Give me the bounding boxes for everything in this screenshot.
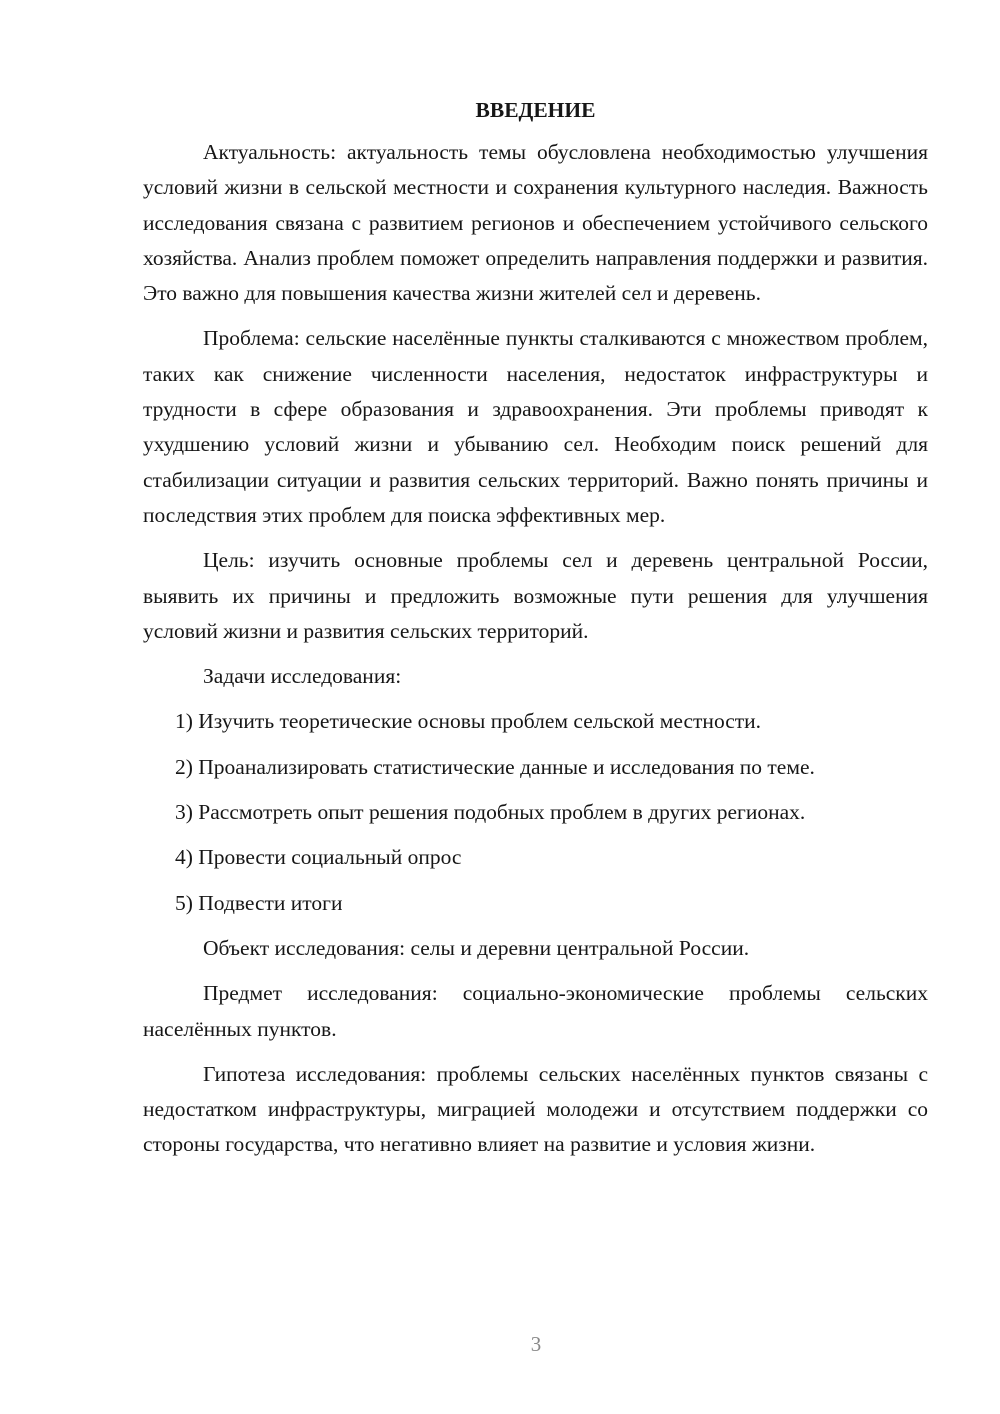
page-number: 3 bbox=[530, 1332, 542, 1356]
task-item: 2) Проанализировать статистические данные и исследования по теме. bbox=[175, 754, 815, 779]
task-item: 5) Подвести итоги bbox=[175, 890, 343, 915]
document-page bbox=[143, 95, 928, 1173]
goal-paragraph: Цель: изучить основные проблемы сел и деревень центральной России, выявить их причины и предложить возможные пути решения для улучшения условий жизни и развития сельских территорий. bbox=[143, 548, 928, 643]
task-item: 1) Изучить теоретические основы проблем сельской местности. bbox=[175, 709, 762, 734]
tasks-heading: Задачи исследования: bbox=[203, 664, 402, 689]
problem-paragraph: Проблема: сельские населённые пункты сталкиваются с множеством проблем, таких как снижение численности населения, недостаток инфраструктуры и трудности в сфере образования и здравоохранения. Эти проблемы приводят к ухудшению условий жизни и убыванию сел. Необходим поиск решений для стабилизации ситуации и развития сельских территорий. Важно понять причины и последствия этих проблем для поиска эффективных мер. bbox=[143, 326, 928, 527]
subject-paragraph: Предмет исследования: социально-экономические проблемы сельских населённых пунктов. bbox=[143, 981, 928, 1041]
relevance-paragraph: Актуальность: актуальность темы обусловлена необходимостью улучшения условий жизни в сельской местности и сохранения культурного наследия. Важность исследования связана с развитием регионов и обеспечением устойчивого сельского хозяйства. Анализ проблем поможет определить направления поддержки и развития. Это важно для повышения качества жизни жителей сел и деревень. bbox=[143, 140, 928, 306]
task-item: 3) Рассмотреть опыт решения подобных проблем в других регионах. bbox=[175, 800, 806, 825]
section-title: ВВЕДЕНИЕ bbox=[475, 98, 596, 122]
task-item: 4) Провести социальный опрос bbox=[175, 845, 462, 870]
object-paragraph: Объект исследования: селы и деревни центральной России. bbox=[203, 935, 750, 960]
hypothesis-paragraph: Гипотеза исследования: проблемы сельских населённых пунктов связаны с недостатком инфраструктуры, миграцией молодежи и отсутствием поддержки со стороны государства, что негативно влияет на развитие и условия жизни. bbox=[143, 1061, 928, 1157]
